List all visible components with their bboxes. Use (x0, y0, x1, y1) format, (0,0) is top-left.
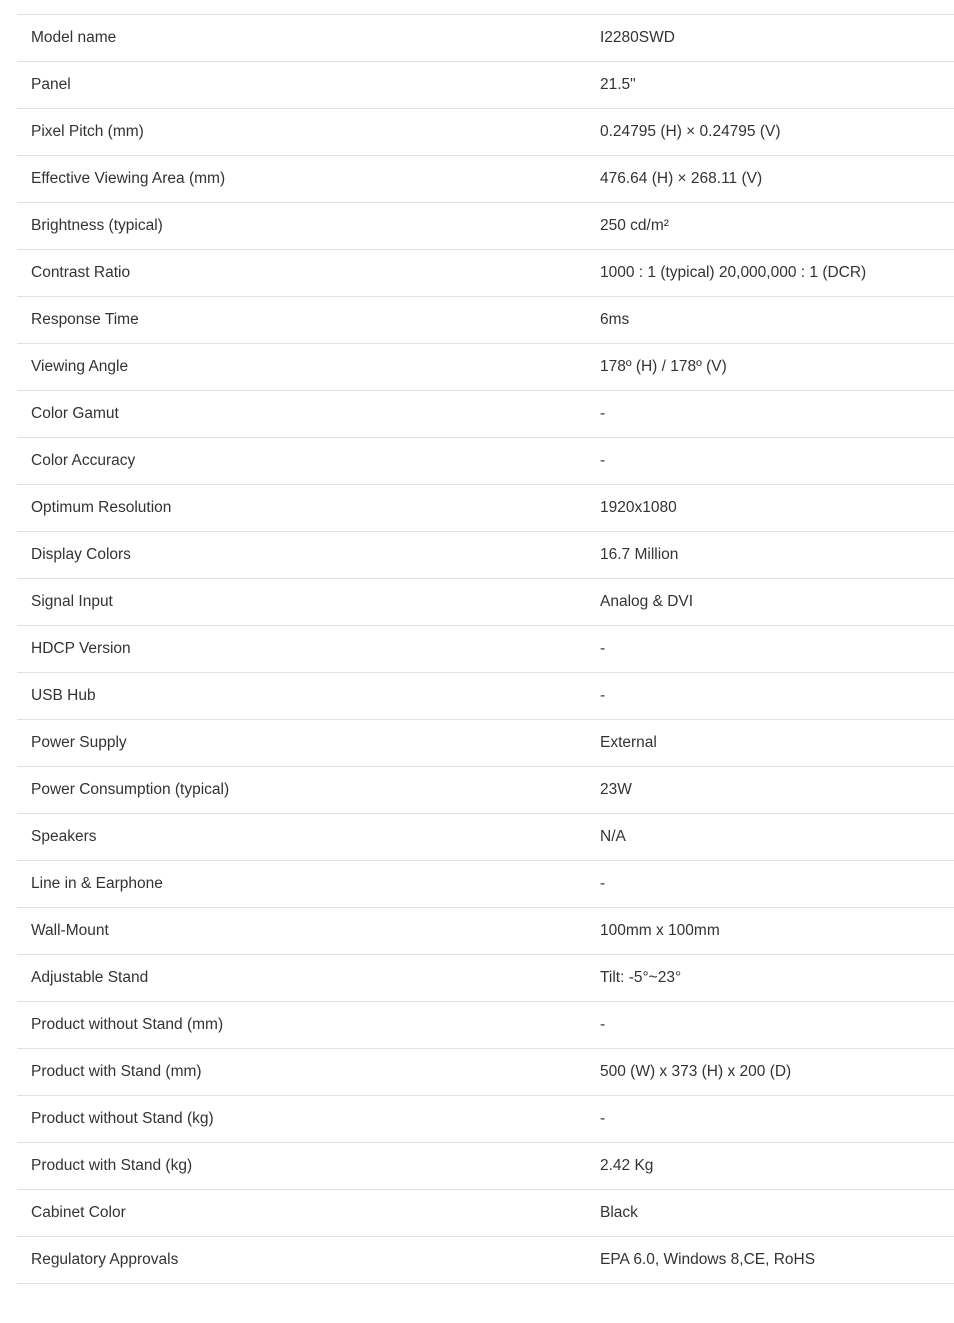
spec-label: Signal Input (31, 592, 113, 610)
spec-row (17, 532, 954, 579)
spec-value: 250 cd/m² (600, 216, 669, 234)
spec-value: - (600, 639, 606, 657)
spec-value: 178º (H) / 178º (V) (600, 357, 727, 375)
spec-row (17, 579, 954, 626)
spec-label: Pixel Pitch (mm) (31, 122, 144, 140)
spec-label: Color Accuracy (31, 451, 136, 469)
spec-label: Color Gamut (31, 404, 119, 422)
spec-value: EPA 6.0, Windows 8,CE, RoHS (600, 1250, 816, 1268)
spec-row (17, 62, 954, 109)
spec-value: 21.5" (600, 75, 636, 93)
spec-value: 23W (600, 780, 632, 798)
spec-value: Black (600, 1203, 638, 1221)
spec-row (17, 438, 954, 485)
spec-value: - (600, 874, 606, 892)
spec-label: Regulatory Approvals (31, 1250, 179, 1268)
spec-label: Viewing Angle (31, 357, 129, 375)
spec-label: Cabinet Color (31, 1203, 126, 1221)
spec-label: Effective Viewing Area (mm) (31, 169, 226, 187)
spec-label: USB Hub (31, 686, 96, 704)
spec-row (17, 297, 954, 344)
spec-row (17, 344, 954, 391)
spec-row (17, 485, 954, 532)
spec-row (17, 156, 954, 203)
spec-label: HDCP Version (31, 639, 131, 657)
spec-row (17, 626, 954, 673)
spec-value: 476.64 (H) × 268.11 (V) (600, 169, 763, 187)
spec-value: - (600, 1109, 606, 1127)
spec-label: Product without Stand (kg) (31, 1109, 214, 1127)
spec-row (17, 1237, 954, 1284)
spec-value: 1000 : 1 (typical) 20,000,000 : 1 (DCR) (600, 263, 867, 281)
spec-value: 2.42 Kg (600, 1156, 654, 1174)
spec-label: Line in & Earphone (31, 874, 163, 892)
spec-value: - (600, 1015, 606, 1033)
spec-value: N/A (600, 827, 626, 845)
spec-row (17, 391, 954, 438)
spec-row (17, 250, 954, 297)
spec-value: 100mm x 100mm (600, 921, 720, 939)
spec-value: 500 (W) x 373 (H) x 200 (D) (600, 1062, 792, 1080)
spec-label: Adjustable Stand (31, 968, 149, 986)
spec-value: - (600, 404, 606, 422)
spec-table (17, 14, 954, 1284)
spec-value: Analog & DVI (600, 592, 694, 610)
spec-label: Wall-Mount (31, 921, 109, 939)
spec-row (17, 720, 954, 767)
spec-value: - (600, 451, 606, 469)
spec-label: Product without Stand (mm) (31, 1015, 224, 1033)
spec-row (17, 1190, 954, 1237)
spec-row (17, 673, 954, 720)
spec-value: 1920x1080 (600, 498, 677, 516)
spec-row (17, 814, 954, 861)
spec-value: 0.24795 (H) × 0.24795 (V) (600, 122, 781, 140)
spec-row (17, 15, 954, 62)
spec-row (17, 1002, 954, 1049)
spec-row (17, 109, 954, 156)
spec-label: Speakers (31, 827, 97, 845)
spec-value: Tilt: -5°~23° (600, 968, 682, 986)
spec-label: Brightness (typical) (31, 216, 163, 234)
spec-row (17, 1143, 954, 1190)
spec-row (17, 955, 954, 1002)
spec-row (17, 1049, 954, 1096)
spec-label: Model name (31, 28, 117, 46)
spec-label: Power Supply (31, 733, 127, 751)
spec-label: Panel (31, 75, 71, 93)
spec-value: - (600, 686, 606, 704)
spec-value: 6ms (600, 310, 630, 328)
spec-value: I2280SWD (600, 28, 675, 46)
spec-row (17, 767, 954, 814)
spec-row (17, 203, 954, 250)
spec-row (17, 861, 954, 908)
spec-label: Product with Stand (mm) (31, 1062, 202, 1080)
spec-label: Display Colors (31, 545, 131, 563)
spec-value: External (600, 733, 657, 751)
spec-value: 16.7 Million (600, 545, 679, 563)
spec-label: Product with Stand (kg) (31, 1156, 193, 1174)
spec-label: Optimum Resolution (31, 498, 172, 516)
spec-label: Contrast Ratio (31, 263, 131, 281)
spec-row (17, 908, 954, 955)
spec-label: Power Consumption (typical) (31, 780, 230, 798)
spec-label: Response Time (31, 310, 139, 328)
spec-row (17, 1096, 954, 1143)
